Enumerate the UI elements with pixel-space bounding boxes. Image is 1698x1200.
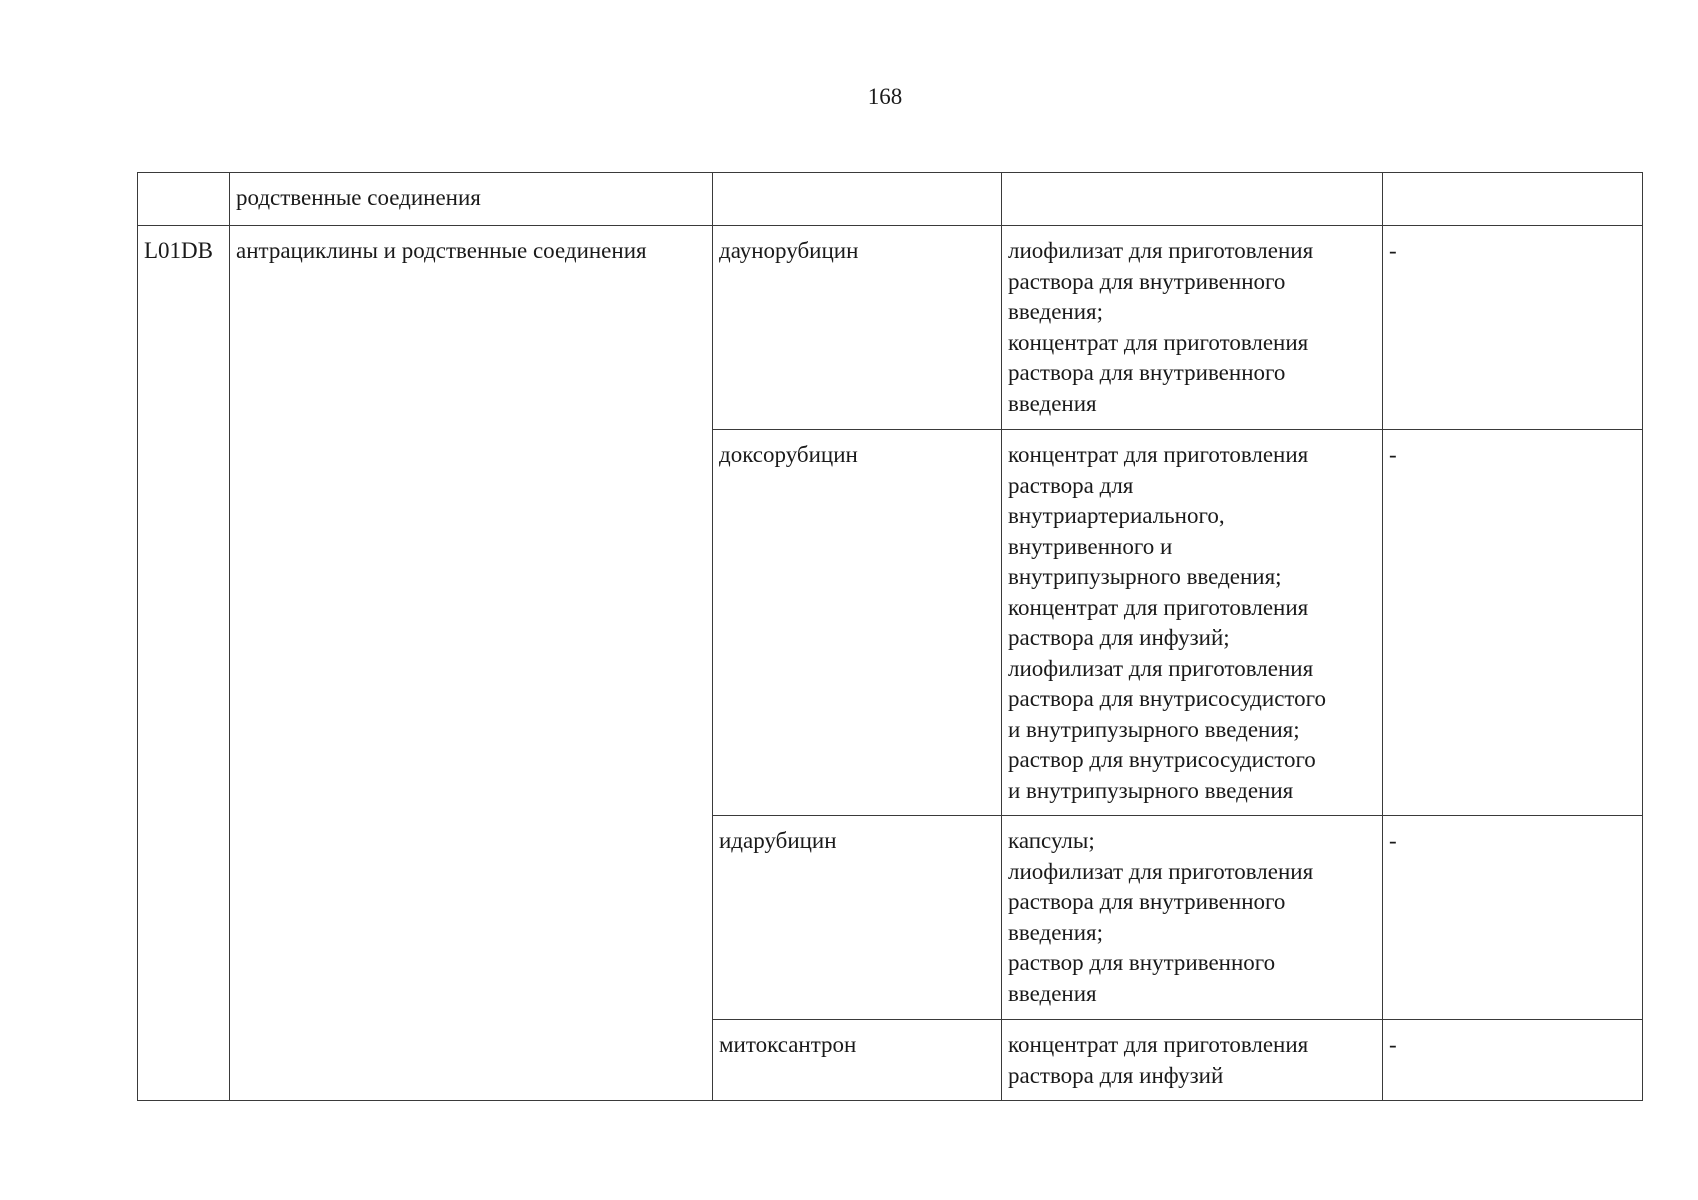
- table-row: [138, 226, 1643, 430]
- dosage-form-line: раствор для внутривенного: [1008, 950, 1276, 975]
- dosage-form-line: раствора для внутрисосудистого: [1008, 686, 1327, 711]
- dosage-form-line: раствора для внутривенного: [1008, 360, 1286, 385]
- drug-name-cell: идарубицин: [713, 816, 1002, 1020]
- dosage-form-line: раствор для внутрисосудистого: [1008, 747, 1316, 772]
- dosage-form-line: раствора для внутривенного: [1008, 268, 1286, 294]
- dosage-form-line: раствора для внутривенного: [1008, 889, 1286, 914]
- drug-name-cell: митоксантрон: [713, 1020, 1002, 1101]
- dosage-form-line: раствора для инфузий: [1008, 1062, 1224, 1088]
- dosage-form-line: внутриартериального,: [1008, 503, 1225, 528]
- dosage-form-line: внутрипузырного введения;: [1008, 564, 1282, 589]
- dosage-form-line: раствора для: [1008, 472, 1134, 498]
- drug-name-cell: доксорубицин: [713, 430, 1002, 816]
- dosage-form-line: концентрат для приготовления: [1008, 1032, 1309, 1057]
- dosage-form-cell: [1002, 226, 1383, 430]
- dosage-form-line: введения;: [1008, 919, 1103, 945]
- group-name-cell: антрациклины и родственные соединения: [230, 226, 713, 1101]
- dosage-form-line: раствора для инфузий;: [1008, 625, 1230, 650]
- dosage-form-line: концентрат для приготовления: [1008, 329, 1309, 355]
- dosage-form-line: капсулы;: [1008, 828, 1095, 853]
- drug-table: [137, 172, 1643, 1101]
- extra-cell: [1383, 173, 1643, 226]
- dosage-form-cell: [1002, 1020, 1383, 1101]
- dosage-form-cell: [1002, 173, 1383, 226]
- extra-cell: -: [1383, 1020, 1643, 1101]
- dosage-form-line: концентрат для приготовления: [1008, 442, 1309, 467]
- dosage-form-line: введения;: [1008, 299, 1103, 324]
- atc-code-cell: [138, 173, 230, 226]
- dosage-form-line: введения: [1008, 980, 1097, 1006]
- atc-code-cell: L01DB: [138, 226, 230, 1101]
- dosage-form-cell: [1002, 430, 1383, 816]
- dosage-form-line: и внутрипузырного введения;: [1008, 716, 1300, 742]
- dosage-form-line: лиофилизат для приготовления: [1008, 858, 1314, 884]
- dosage-form-line: внутривенного и: [1008, 533, 1173, 559]
- extra-cell: -: [1383, 430, 1643, 816]
- extra-cell: -: [1383, 226, 1643, 430]
- dosage-form-line: введения: [1008, 390, 1097, 416]
- dosage-form-cell: [1002, 816, 1383, 1020]
- drug-name-cell: [713, 173, 1002, 226]
- page-number: 168: [867, 84, 903, 109]
- dosage-form-line: концентрат для приготовления: [1008, 594, 1309, 620]
- extra-cell: -: [1383, 816, 1643, 1020]
- table-row: [138, 173, 1643, 226]
- dosage-form-line: и внутрипузырного введения: [1008, 777, 1294, 803]
- dosage-form-line: лиофилизат для приготовления: [1008, 238, 1314, 263]
- group-name-cell: родственные соединения: [230, 173, 713, 226]
- drug-name-cell: даунорубицин: [713, 226, 1002, 430]
- dosage-form-line: лиофилизат для приготовления: [1008, 655, 1314, 681]
